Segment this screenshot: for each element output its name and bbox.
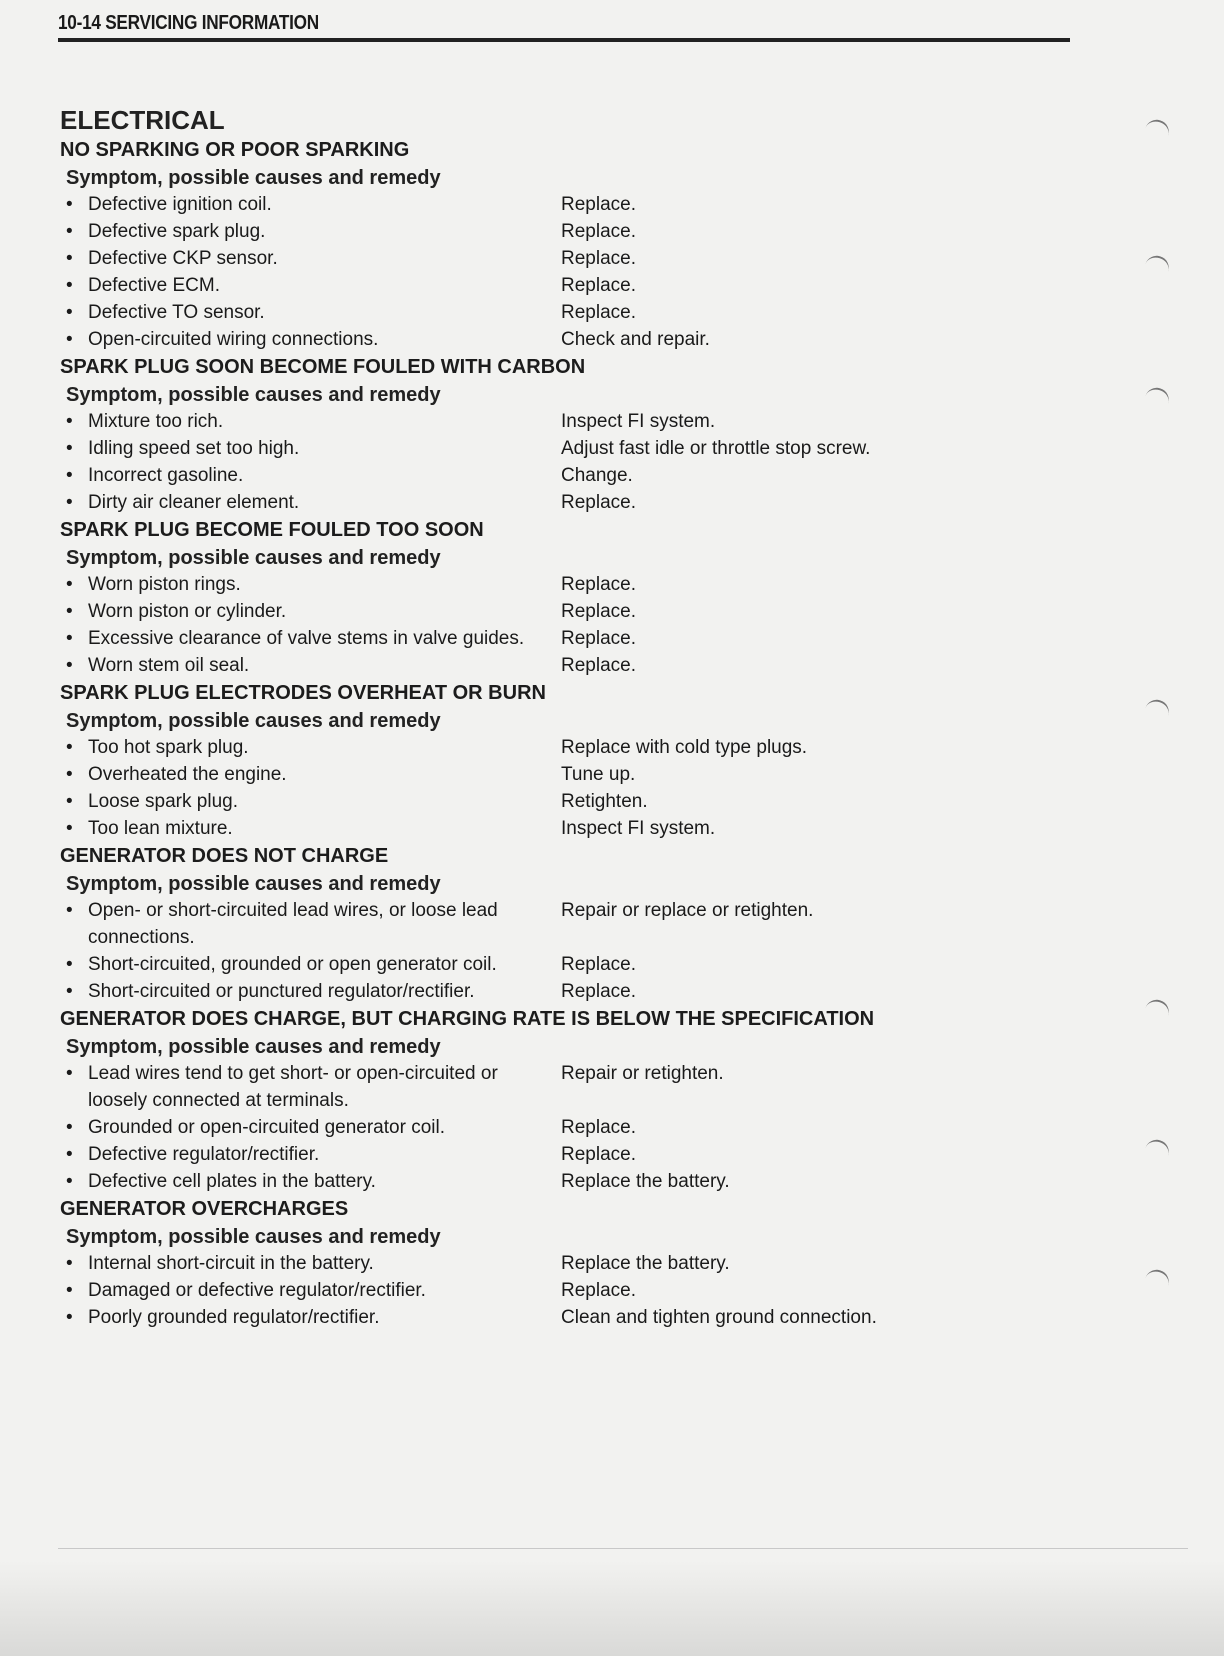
list-item [60, 761, 1080, 788]
troubleshooting-section [60, 679, 1080, 842]
list-item [60, 951, 1080, 978]
list-item [60, 462, 1080, 489]
list-item [60, 1060, 1080, 1114]
list-item [60, 815, 1080, 842]
list-item [60, 326, 1080, 353]
bullet-icon: • [66, 954, 73, 975]
remedy-text: Replace. [561, 628, 636, 649]
cause-text: Worn piston or cylinder. [88, 601, 287, 622]
cause-cell [60, 598, 561, 625]
list-item [60, 245, 1080, 272]
cause-cell [60, 272, 561, 299]
list-item [60, 734, 1080, 761]
cause-cell [60, 978, 561, 1005]
section-title: SPARK PLUG BECOME FOULED TOO SOON [60, 519, 484, 541]
troubleshooting-section [60, 516, 1080, 679]
document-body [60, 104, 1080, 1331]
troubleshooting-section [60, 842, 1080, 1005]
section-title: GENERATOR DOES NOT CHARGE [60, 845, 389, 867]
cause-cell [60, 1141, 561, 1168]
bullet-icon: • [66, 411, 73, 432]
cause-cell [60, 734, 561, 761]
cause-text: Short-circuited, grounded or open generator coil. [88, 954, 497, 975]
remedy-text: Replace. [561, 574, 636, 595]
page-reference: 10-14 SERVICING INFORMATION [58, 12, 319, 34]
cause-cell [60, 245, 561, 272]
bullet-icon: • [66, 1280, 73, 1301]
cause-text: Idling speed set too high. [88, 438, 300, 459]
list-item [60, 272, 1080, 299]
list-item [60, 191, 1080, 218]
bullet-icon: • [66, 900, 73, 921]
bullet-icon: • [66, 818, 73, 839]
cause-text: Open- or short-circuited lead wires, or loose lead connections. [88, 900, 498, 948]
cause-list [60, 1250, 1080, 1331]
troubleshooting-section [60, 136, 1080, 353]
section-title: SPARK PLUG SOON BECOME FOULED WITH CARBON [60, 356, 586, 378]
remedy-text: Clean and tighten ground connection. [561, 1307, 877, 1328]
cause-cell [60, 951, 561, 978]
list-item [60, 1250, 1080, 1277]
section-title: NO SPARKING OR POOR SPARKING [60, 139, 410, 161]
binding-mark [1144, 1137, 1172, 1160]
binding-mark [1144, 997, 1172, 1020]
bullet-icon: • [66, 574, 73, 595]
section-title: SPARK PLUG ELECTRODES OVERHEAT OR BURN [60, 682, 546, 704]
list-item [60, 1304, 1080, 1331]
bullet-icon: • [66, 1307, 73, 1328]
cause-text: Internal short-circuit in the battery. [88, 1253, 374, 1274]
list-item [60, 489, 1080, 516]
symptom-label: Symptom, possible causes and remedy [66, 547, 441, 569]
section-title: GENERATOR DOES CHARGE, BUT CHARGING RATE IS BELOW THE SPECIFICATION [60, 1008, 875, 1030]
remedy-text: Replace the battery. [561, 1253, 730, 1274]
cause-text: Overheated the engine. [88, 764, 287, 785]
cause-text: Defective regulator/rectifier. [88, 1144, 320, 1165]
cause-cell [60, 218, 561, 245]
remedy-text: Replace. [561, 1117, 636, 1138]
cause-text: Defective CKP sensor. [88, 248, 278, 269]
symptom-label: Symptom, possible causes and remedy [66, 1036, 441, 1058]
cause-cell [60, 489, 561, 516]
binding-mark [1144, 1267, 1172, 1290]
cause-cell [60, 1060, 561, 1114]
cause-text: Short-circuited or punctured regulator/rectifier. [88, 981, 475, 1002]
troubleshooting-section [60, 1005, 1080, 1195]
remedy-text: Replace. [561, 248, 636, 269]
remedy-text: Replace. [561, 194, 636, 215]
footer-rule [58, 1548, 1188, 1549]
cause-text: Grounded or open-circuited generator coil. [88, 1117, 445, 1138]
list-item [60, 299, 1080, 326]
remedy-text: Repair or replace or retighten. [561, 900, 814, 921]
binding-mark [1144, 697, 1172, 720]
remedy-text: Replace. [561, 492, 636, 513]
list-item [60, 571, 1080, 598]
remedy-text: Replace. [561, 275, 636, 296]
symptom-label: Symptom, possible causes and remedy [66, 1226, 441, 1248]
list-item [60, 1114, 1080, 1141]
cause-cell [60, 1304, 561, 1331]
cause-cell [60, 897, 561, 951]
bullet-icon: • [66, 492, 73, 513]
remedy-text: Replace. [561, 221, 636, 242]
binding-mark [1144, 385, 1172, 408]
cause-cell [60, 1250, 561, 1277]
bullet-icon: • [66, 1253, 73, 1274]
cause-text: Loose spark plug. [88, 791, 238, 812]
cause-text: Incorrect gasoline. [88, 465, 244, 486]
cause-text: Defective ECM. [88, 275, 220, 296]
remedy-text: Adjust fast idle or throttle stop screw. [561, 438, 871, 459]
symptom-label: Symptom, possible causes and remedy [66, 167, 441, 189]
section-title: GENERATOR OVERCHARGES [60, 1198, 349, 1220]
cause-list [60, 408, 1080, 516]
remedy-text: Replace. [561, 1144, 636, 1165]
remedy-text: Replace. [561, 655, 636, 676]
cause-cell [60, 1277, 561, 1304]
remedy-text: Tune up. [561, 764, 636, 785]
list-item [60, 625, 1080, 652]
cause-cell [60, 625, 561, 652]
cause-cell [60, 815, 561, 842]
symptom-label: Symptom, possible causes and remedy [66, 710, 441, 732]
list-item [60, 408, 1080, 435]
cause-cell [60, 1168, 561, 1195]
cause-cell [60, 652, 561, 679]
bullet-icon: • [66, 655, 73, 676]
cause-text: Lead wires tend to get short- or open-circuited or loosely connected at terminals. [88, 1063, 498, 1111]
bullet-icon: • [66, 302, 73, 323]
cause-text: Open-circuited wiring connections. [88, 329, 379, 350]
list-item [60, 788, 1080, 815]
cause-list [60, 1060, 1080, 1195]
list-item [60, 897, 1080, 951]
cause-text: Defective ignition coil. [88, 194, 272, 215]
cause-cell [60, 1114, 561, 1141]
cause-text: Defective TO sensor. [88, 302, 265, 323]
cause-text: Too hot spark plug. [88, 737, 249, 758]
cause-text: Defective cell plates in the battery. [88, 1171, 376, 1192]
cause-cell [60, 761, 561, 788]
cause-text: Damaged or defective regulator/rectifier. [88, 1280, 426, 1301]
page-shadow [0, 1560, 1224, 1656]
cause-list [60, 571, 1080, 679]
list-item [60, 1141, 1080, 1168]
list-item [60, 978, 1080, 1005]
remedy-text: Replace with cold type plugs. [561, 737, 808, 758]
binding-mark [1144, 117, 1172, 140]
remedy-text: Replace. [561, 981, 636, 1002]
cause-list [60, 191, 1080, 353]
bullet-icon: • [66, 194, 73, 215]
cause-cell [60, 408, 561, 435]
page-header [58, 12, 1070, 35]
remedy-text: Repair or retighten. [561, 1063, 724, 1084]
margin-marks [1114, 60, 1224, 1360]
bullet-icon: • [66, 465, 73, 486]
bullet-icon: • [66, 737, 73, 758]
cause-cell [60, 326, 561, 353]
bullet-icon: • [66, 1171, 73, 1192]
remedy-text: Replace. [561, 601, 636, 622]
remedy-text: Check and repair. [561, 329, 710, 350]
cause-text: Dirty air cleaner element. [88, 492, 300, 513]
chapter-title: ELECTRICAL [60, 105, 225, 135]
bullet-icon: • [66, 1117, 73, 1138]
header-rule [58, 38, 1070, 42]
cause-cell [60, 462, 561, 489]
bullet-icon: • [66, 248, 73, 269]
bullet-icon: • [66, 329, 73, 350]
cause-cell [60, 435, 561, 462]
cause-text: Excessive clearance of valve stems in valve guides. [88, 628, 525, 649]
cause-text: Defective spark plug. [88, 221, 266, 242]
list-item [60, 1168, 1080, 1195]
list-item [60, 1277, 1080, 1304]
bullet-icon: • [66, 1063, 73, 1084]
cause-cell [60, 571, 561, 598]
list-item [60, 598, 1080, 625]
remedy-text: Replace the battery. [561, 1171, 730, 1192]
cause-text: Worn stem oil seal. [88, 655, 250, 676]
sections-container [60, 136, 1080, 1331]
remedy-text: Inspect FI system. [561, 411, 716, 432]
symptom-label: Symptom, possible causes and remedy [66, 873, 441, 895]
cause-text: Poorly grounded regulator/rectifier. [88, 1307, 380, 1328]
binding-mark [1144, 253, 1172, 276]
bullet-icon: • [66, 601, 73, 622]
list-item [60, 652, 1080, 679]
remedy-text: Inspect FI system. [561, 818, 716, 839]
list-item [60, 218, 1080, 245]
cause-text: Mixture too rich. [88, 411, 224, 432]
bullet-icon: • [66, 275, 73, 296]
symptom-label: Symptom, possible causes and remedy [66, 384, 441, 406]
bullet-icon: • [66, 791, 73, 812]
bullet-icon: • [66, 981, 73, 1002]
remedy-text: Replace. [561, 302, 636, 323]
remedy-text: Retighten. [561, 791, 648, 812]
bullet-icon: • [66, 764, 73, 785]
cause-text: Worn piston rings. [88, 574, 241, 595]
bullet-icon: • [66, 1144, 73, 1165]
list-item [60, 435, 1080, 462]
remedy-text: Replace. [561, 1280, 636, 1301]
remedy-text: Replace. [561, 954, 636, 975]
bullet-icon: • [66, 221, 73, 242]
cause-text: Too lean mixture. [88, 818, 233, 839]
cause-cell [60, 299, 561, 326]
bullet-icon: • [66, 628, 73, 649]
remedy-text: Change. [561, 465, 633, 486]
cause-cell [60, 191, 561, 218]
troubleshooting-section [60, 353, 1080, 516]
cause-list [60, 734, 1080, 842]
cause-list [60, 897, 1080, 1005]
troubleshooting-section [60, 1195, 1080, 1331]
bullet-icon: • [66, 438, 73, 459]
cause-cell [60, 788, 561, 815]
